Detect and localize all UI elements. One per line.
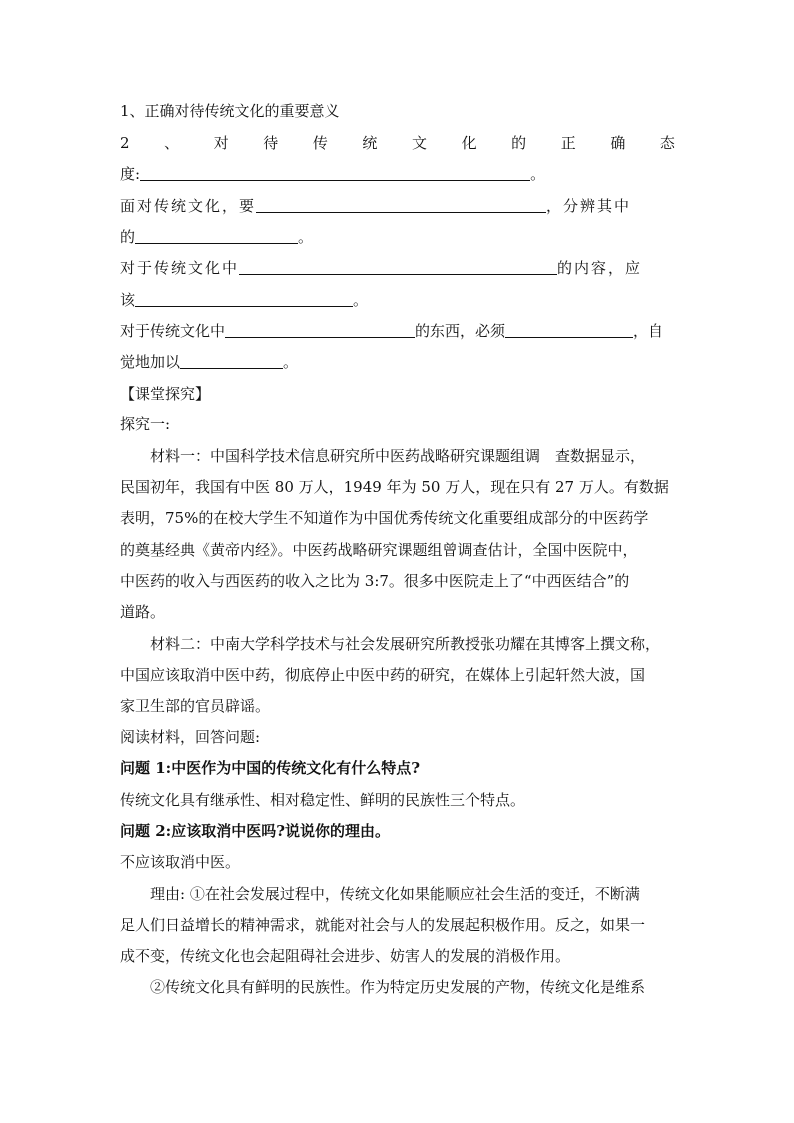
char: 2 [120,134,130,152]
char: 、 [164,134,180,152]
answer-1: 传统文化具有继承性、相对稳定性、鲜明的民族性三个特点。 [120,791,526,809]
question-2: 问题 2:应该取消中医吗?说说你的理由。 [120,822,390,840]
fill-blank[interactable] [180,351,283,369]
fill-blank[interactable] [140,163,530,181]
material-1-line: 表明，75%的在校大学生不知道作为中国优秀传统文化重要组成部分的中医药学 [120,509,649,527]
section-5-line: 对于传统文化中 的东西，必须 ，自 [120,322,664,340]
section-2-cont: 度: 。 [120,165,546,183]
fill-blank[interactable] [135,289,353,307]
material-1-line: 中医药的收入与西医药的收入之比为 3:7。很多中医院走上了“中西医结合”的 [120,572,630,590]
section-5-cont: 觉地加以 。 [120,353,299,371]
reason-line: 理由: ①在社会发展过程中，传统文化如果能顺应社会生活的变迁，不断满 [150,885,640,903]
char: 对 [213,134,229,152]
material-1-line: 道路。 [120,603,166,621]
char: 待 [263,134,279,152]
fill-blank[interactable] [505,320,633,338]
section-heading: 【课堂探究】 [120,385,211,403]
fill-blank[interactable] [135,226,298,244]
char: 正 [560,134,576,152]
section-4-line: 对于传统文化中 的内容，应 [120,259,643,277]
section-4-cont: 该 。 [120,291,369,309]
read-instruction: 阅读材料，回答问题: [120,728,261,746]
material-2-line: 家卫生部的官员辟谣。 [120,697,271,715]
material-1-line: 的奠基经典《黄帝内经》。中医药战略研究课题组曾调查估计，全国中医院中， [120,541,638,559]
material-1-line: 民国初年，我国有中医 80 万人，1949 年为 50 万人，现在只有 27 万人。有数据 [120,478,669,496]
char: 文 [412,134,428,152]
fill-blank[interactable] [239,257,557,275]
material-2-line: 材料二：中南大学科学技术与社会发展研究所教授张功耀在其博客上撰文称， [150,635,661,653]
material-2-line: 中国应该取消中医中药，彻底停止中医中药的研究，在媒体上引起轩然大波，国 [120,666,646,684]
reason-line: 成不变，传统文化也会起阻碍社会进步、妨害人的发展的消极作用。 [120,947,571,965]
section-1-title: 1、正确对待传统文化的重要意义 [120,102,340,120]
reason-line: 足人们日益增长的精神需求，就能对社会与人的发展起积极作用。反之，如果一 [120,916,646,934]
char: 的 [511,134,527,152]
char: 确 [610,134,626,152]
material-1-line: 材料一：中国科学技术信息研究所中医药战略研究课题组调 查数据显示， [150,447,646,465]
char: 化 [461,134,477,152]
char: 传 [312,134,328,152]
section-2-line [120,128,675,158]
char: 统 [362,134,378,152]
section-3-line: 面对传统文化，要 ，分辨其中 [120,197,632,215]
reason-2-line: ②传统文化具有鲜明的民族性。作为特定历史发展的产物，传统文化是维系 [150,978,646,996]
fill-blank[interactable] [256,195,546,213]
question-1: 问题 1:中医作为中国的传统文化有什么特点? [120,759,420,777]
explore-label: 探究一: [120,415,171,433]
answer-2: 不应该取消中医。 [120,853,241,871]
char: 态 [659,134,675,152]
section-3-cont: 的 。 [120,228,314,246]
fill-blank[interactable] [225,320,415,338]
